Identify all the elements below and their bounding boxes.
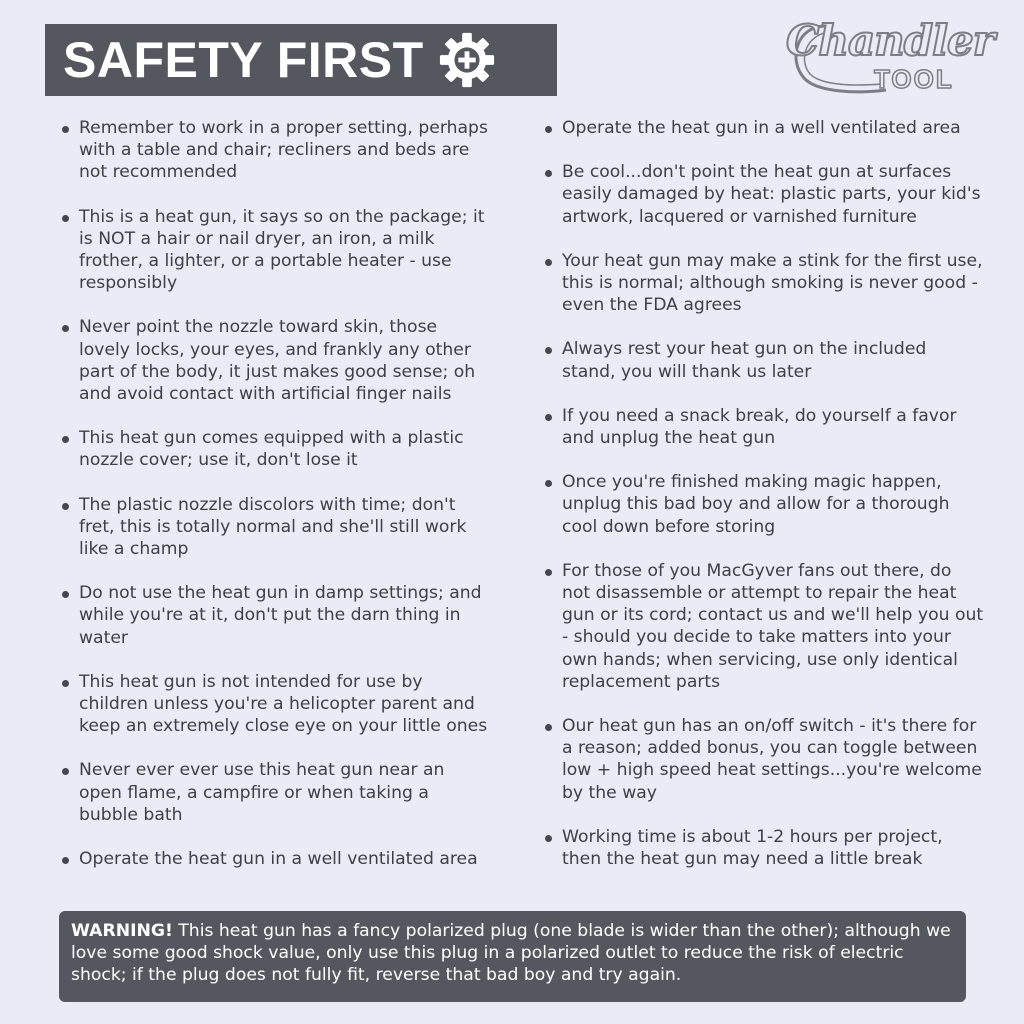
left-safety-list (62, 117, 492, 870)
list-item: Our heat gun has an on/off switch - it's there for a reason; added bonus, you can toggle between low + high speed heat settings...you're welcome by the way (545, 715, 985, 804)
list-item: Be cool...don't point the heat gun at surfaces easily damaged by heat: plastic parts, your kid's artwork, lacquered or varnished furniture (545, 161, 985, 228)
list-item: This is a heat gun, it says so on the package; it is NOT a hair or nail dryer, an iron, a milk frother, a lighter, or a portable heater - use responsibly (62, 206, 492, 295)
title-banner (45, 24, 557, 96)
list-item: Do not use the heat gun in damp settings; and while you're at it, don't put the darn thing in water (62, 582, 492, 649)
warning-text: This heat gun has a fancy polarized plug (one blade is wider than the other); although we love some good shock value, only use this plug in a polarized outlet to reduce the risk of electric shock; if the plug does not fully fit, reverse that bad boy and try again. (71, 921, 951, 986)
list-item: Operate the heat gun in a well ventilated area (545, 117, 985, 139)
list-item: Working time is about 1-2 hours per project, then the heat gun may need a little break (545, 826, 985, 870)
warning-box (59, 911, 966, 1002)
chandler-tool-logo (786, 16, 994, 104)
warning-label: WARNING! (71, 921, 173, 941)
list-item: This heat gun is not intended for use by children unless you're a helicopter parent and keep an extremely close eye on your little ones (62, 671, 492, 738)
list-item: Your heat gun may make a stink for the first use, this is normal; although smoking is never good - even the FDA agrees (545, 250, 985, 317)
list-item: Operate the heat gun in a well ventilated area (62, 848, 492, 870)
list-item: The plastic nozzle discolors with time; don't fret, this is totally normal and she'll still work like a champ (62, 494, 492, 561)
list-item: Remember to work in a proper setting, perhaps with a table and chair; recliners and beds are not recommended (62, 117, 492, 184)
list-item: Always rest your heat gun on the included stand, you will thank us later (545, 338, 985, 382)
gear-plus-icon (438, 31, 496, 89)
list-item: If you need a snack break, do yourself a favor and unplug the heat gun (545, 405, 985, 449)
logo-subtext: TOOL (874, 64, 954, 94)
list-item: Once you're finished making magic happen, unplug this bad boy and allow for a thorough cool down before storing (545, 471, 985, 538)
page-title: SAFETY FIRST (63, 32, 424, 88)
list-item: For those of you MacGyver fans out there, do not disassemble or attempt to repair the heat gun or its cord; contact us and we'll help you out - should you decide to take matters into your own hands; when servicing, use only identical replacement parts (545, 560, 985, 693)
list-item: This heat gun comes equipped with a plastic nozzle cover; use it, don't lose it (62, 427, 492, 471)
logo-script-text: Chandler (786, 16, 994, 65)
right-safety-list (545, 117, 985, 870)
list-item: Never point the nozzle toward skin, those lovely locks, your eyes, and frankly any other part of the body, it just makes good sense; oh and avoid contact with artificial finger nails (62, 316, 492, 405)
list-item: Never ever ever use this heat gun near an open flame, a campfire or when taking a bubble bath (62, 759, 492, 826)
